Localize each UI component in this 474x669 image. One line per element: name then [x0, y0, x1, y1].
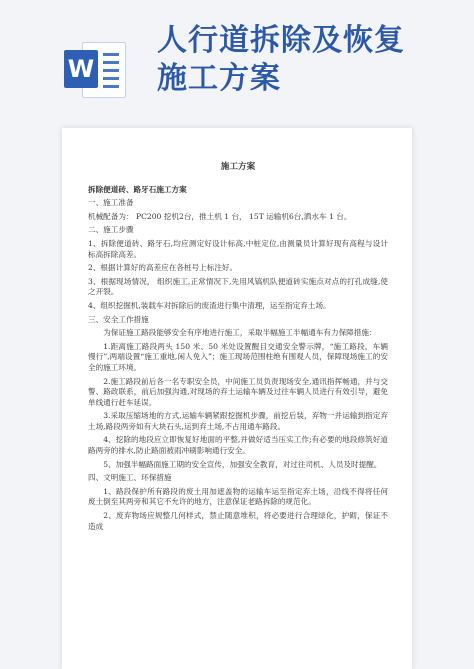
- section-heading: 三、安全工作措施: [88, 314, 149, 324]
- document-content: [88, 162, 388, 535]
- paragraph: 3、根据现场情况， 组织施工,正常情况下,先用风镐机队便道砖实施点对点的打孔成缝,使之开裂。: [88, 276, 388, 297]
- paragraph: 5、加强半幅路面施工期的安全宣传，加强安全教育，对过往司机、人员及时提醒。: [103, 459, 382, 469]
- banner-header: [0, 0, 474, 122]
- banner-title-line-1: 人行道拆除及恢复: [157, 23, 405, 58]
- banner-title: [157, 22, 467, 98]
- paragraph: 3.采取压缩场地的方式,运输车辆紧跟挖掘机步骤，前挖后装，弃物一并运输到指定弃土场,路段两旁如有大块石头,运到弃土场,不占用通车路段。: [88, 411, 388, 431]
- document-subtitle: 拆除便道砖、路牙石施工方案: [88, 184, 187, 194]
- word-badge: W: [64, 50, 98, 88]
- paragraph: 4、组织挖掘机,装载车对拆除后的废渣进行集中清理，运至指定弃土场。: [88, 300, 331, 310]
- paragraph: 2、废弃物场应规整几何样式，禁止随意堆积，将必要进行合理绿化，护砌，保证不造成: [88, 511, 388, 531]
- section-heading: 四、文明施工、环保措施: [88, 473, 172, 483]
- document-title: 施工方案: [220, 162, 256, 172]
- section-heading: 二、施工步骤: [88, 225, 134, 235]
- banner-title-line-2: 施工方案: [157, 61, 281, 96]
- paragraph: 1.距离施工路段两头 150 米、50 米处设置醒目交通安全警示牌，“施工路段，车辆慢行”,两端设置“施工重地,闲人免入”；施工现场范围柱绝有围观人员，保障现场施工的安全的施工环境。: [88, 341, 388, 372]
- paragraph: 4、挖除的地段应立即恢复好地面的平整,并做好适当压实工作;有必要的地段修筑好道路两旁的排水,防止路面被雨冲刷影响通行安全。: [88, 435, 388, 456]
- document-page: [62, 128, 412, 669]
- section-heading: 一、施工准备: [88, 198, 134, 208]
- paragraph: 1、拆除便道砖、路牙石,均应测定好设计标高,中桩定位,由测量员计算好现有高程与设计标高拆除高差。: [88, 238, 388, 259]
- paragraph: 为保证施工路段能够安全有序地进行施工，采取半幅施工半幅通车有力保障措施：: [103, 328, 377, 338]
- word-document-icon: [64, 38, 126, 100]
- paragraph: 2.施工路段前后各一名专职安全员，中间施工员负责现场安全,通讯指挥畅通，并与交警、路政联系，前后加强沟通,对现场的弃土运输车辆及过往车辆人员进行有效引导，避免单线通行赶车延误。: [88, 376, 388, 407]
- paragraph: 2、根据计算好的高差应在各桩号上标注好。: [88, 263, 238, 273]
- paragraph: 机械配备为： PC200 挖机2台，推土机 1 台， 15T 运输机6台,洒水车 1 台。: [88, 211, 352, 221]
- paragraph: 1、路段保护所有路段的废土用加遮盖物的运输车运至指定弃土场，沿线不得将任何废土倒至其两旁和其它不允许的地方，注意保证老路拆除的规范化。: [88, 486, 388, 507]
